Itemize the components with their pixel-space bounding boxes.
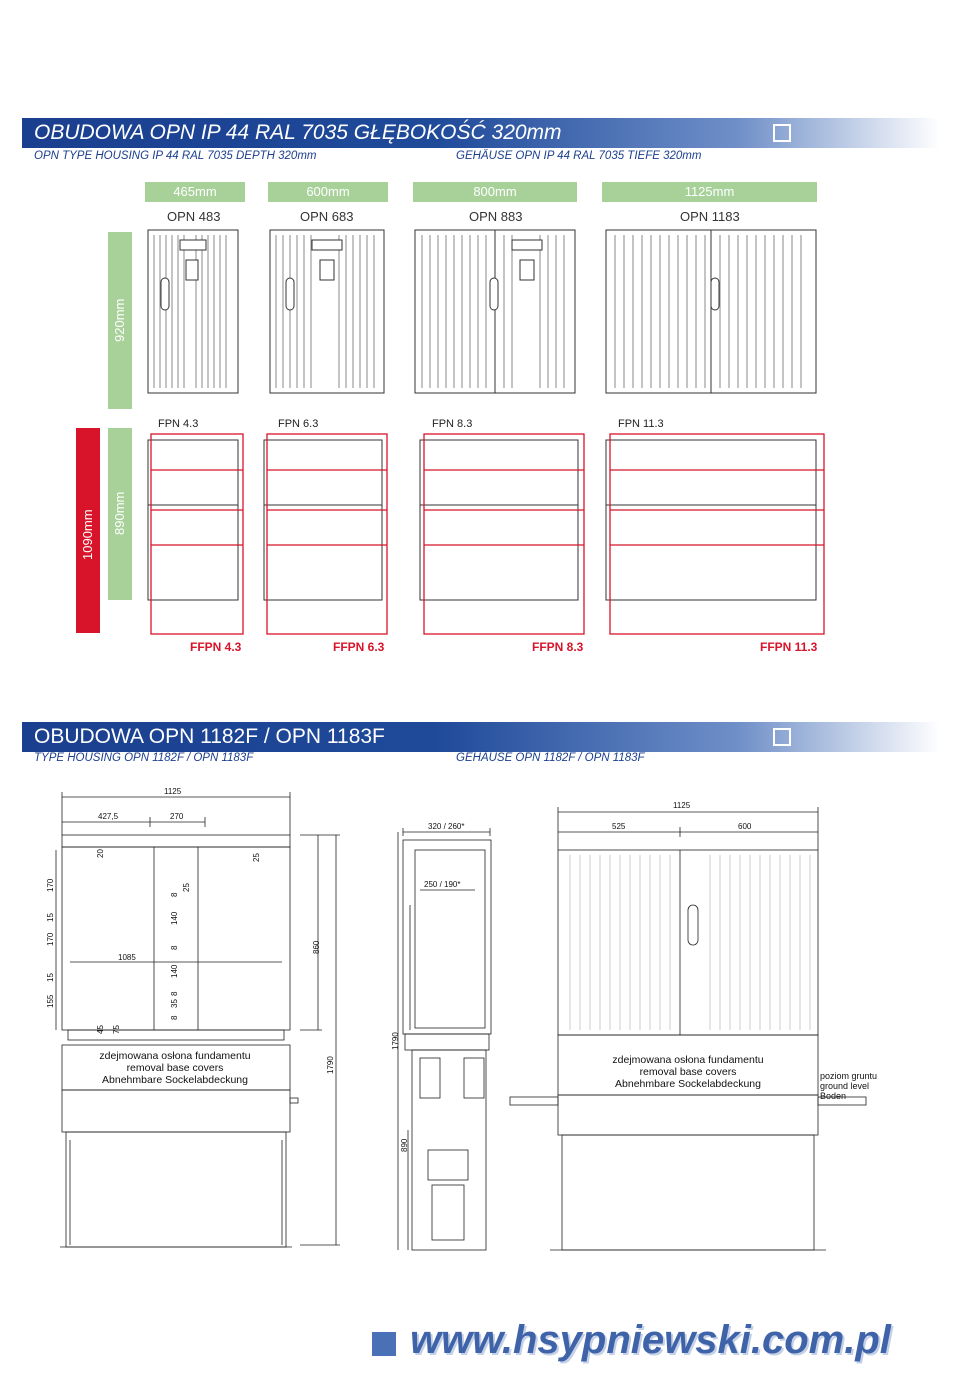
model-opn-683: OPN 683: [300, 209, 354, 224]
dim-600: 600: [738, 822, 752, 831]
ground-de: Boden: [820, 1091, 847, 1101]
dim-427-5: 427,5: [98, 812, 119, 821]
section1-subtitle-en: OPN TYPE HOUSING IP 44 RAL 7035 DEPTH 320mm: [34, 150, 317, 162]
fpn-label-6-3: FPN 6.3: [278, 418, 319, 430]
width-box-483: 465mm: [145, 182, 245, 202]
section1-title: OBUDOWA OPN IP 44 RAL 7035 GŁĘBOKOŚĆ 320mm: [34, 121, 562, 144]
bullet-square-icon: [372, 1332, 396, 1356]
dim-140-b: 140: [170, 964, 179, 978]
dim-140-a: 140: [170, 911, 179, 925]
width-box-883: 800mm: [413, 182, 577, 202]
dim-8-d: 8: [170, 1015, 179, 1020]
ffpn-label-4-3: FFPN 4.3: [190, 640, 242, 654]
note-ground-level: [820, 1071, 877, 1101]
model-opn-483: OPN 483: [167, 209, 221, 224]
dim-8-a: 8: [170, 892, 179, 897]
dim-270: 270: [170, 812, 184, 821]
dim-155: 155: [46, 994, 55, 1008]
fpn-label-8-3: FPN 8.3: [432, 418, 473, 430]
ground-en: ground level: [820, 1081, 870, 1091]
section1-subtitle-de: GEHÄUSE OPN IP 44 RAL 7035 TIEFE 320mm: [456, 150, 702, 162]
dim-525: 525: [612, 822, 626, 831]
note-right-pl: zdejmowana osłona fundamentu: [612, 1054, 764, 1066]
section2-subtitle-en: TYPE HOUSING OPN 1182F / OPN 1183F: [34, 752, 254, 764]
note-right-en: removal base covers: [639, 1066, 737, 1078]
dim-890: 890: [400, 1138, 409, 1152]
width-box-1183: 1125mm: [602, 182, 817, 202]
ffpn-label-8-3: FFPN 8.3: [532, 640, 584, 654]
height-label-1090: 1090mm: [80, 509, 95, 560]
dim-1085: 1085: [118, 953, 136, 962]
fpn-label-11-3: FPN 11.3: [618, 418, 664, 430]
section2-subtitle-de: GEHÄUSE OPN 1182F / OPN 1183F: [456, 752, 645, 764]
dim-1125-right: 1125: [673, 801, 691, 810]
dim-20: 20: [96, 849, 105, 858]
dim-8-b: 8: [170, 945, 179, 950]
note-base-covers-left: [82, 1050, 268, 1086]
note-right-de: Abnehmbare Sockelabdeckung: [615, 1078, 761, 1090]
ffpn-label-6-3: FFPN 6.3: [333, 640, 385, 654]
note-base-covers-right: [595, 1054, 781, 1090]
width-box-683: 600mm: [268, 182, 388, 202]
height-label-890: 890mm: [112, 491, 127, 535]
dim-15-b: 15: [46, 973, 55, 982]
website-link[interactable]: www.hsypniewski.com.pl: [410, 1318, 891, 1362]
dim-15-a: 15: [46, 913, 55, 922]
model-opn-883: OPN 883: [469, 209, 523, 224]
dim-75: 75: [112, 1025, 121, 1034]
note-left-en: removal base covers: [126, 1062, 224, 1074]
note-left-de: Abnehmbare Sockelabdeckung: [102, 1074, 248, 1086]
dim-170-b: 170: [46, 932, 55, 946]
dim-8-c: 8: [170, 991, 179, 996]
section2-title: OBUDOWA OPN 1182F / OPN 1183F: [34, 725, 385, 748]
model-opn-1183: OPN 1183: [680, 209, 740, 224]
height-label-920: 920mm: [112, 298, 127, 342]
note-left-pl: zdejmowana osłona fundamentu: [99, 1050, 251, 1062]
dim-1790-left: 1790: [326, 1056, 335, 1074]
dim-25-top: 25: [252, 853, 261, 862]
dim-250-190: 250 / 190*: [424, 880, 461, 889]
dim-320-260: 320 / 260*: [428, 822, 465, 831]
dim-45: 45: [96, 1025, 105, 1034]
dim-1790-side: 1790: [391, 1032, 400, 1050]
dim-170-a: 170: [46, 878, 55, 892]
ffpn-label-11-3: FFPN 11.3: [760, 640, 818, 654]
dim-860: 860: [312, 940, 321, 954]
dim-35: 35: [170, 999, 179, 1008]
fpn-label-4-3: FPN 4.3: [158, 418, 199, 430]
dim-1125-left: 1125: [164, 787, 182, 796]
ground-pl: poziom gruntu: [820, 1071, 878, 1081]
dim-25-mid: 25: [182, 883, 191, 892]
